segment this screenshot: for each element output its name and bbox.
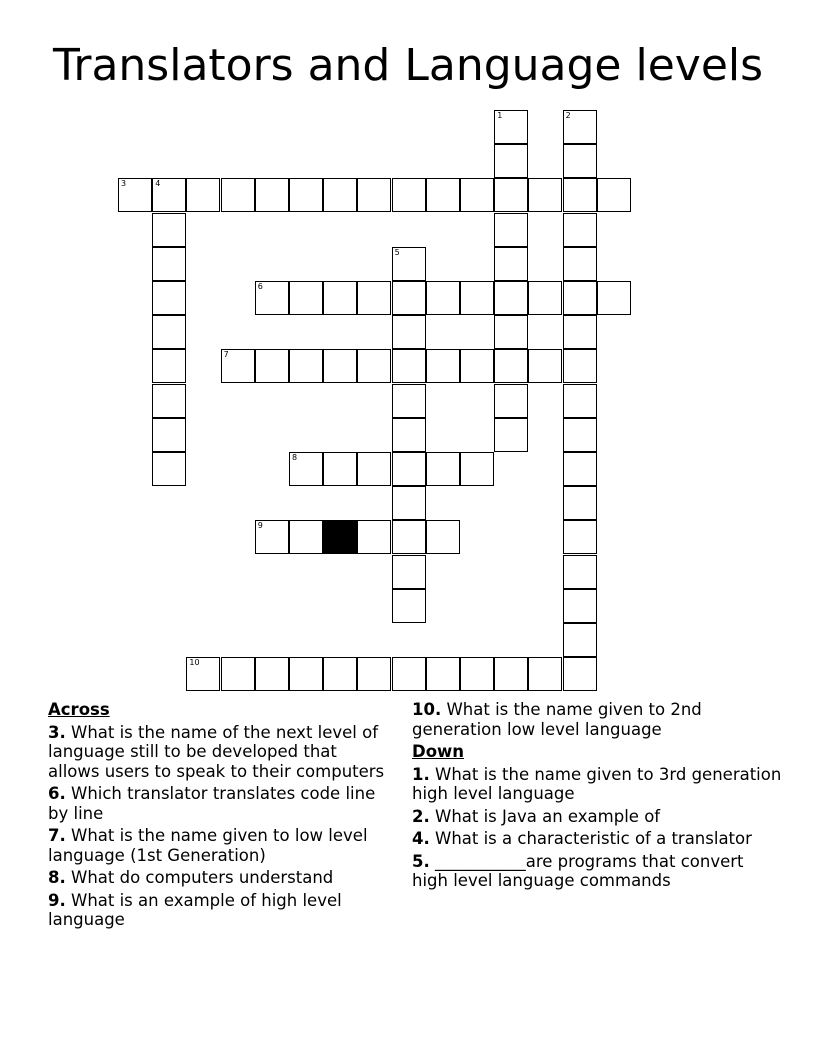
grid-cell[interactable] bbox=[152, 178, 186, 212]
grid-cell[interactable] bbox=[597, 178, 631, 212]
cell-number: 3 bbox=[121, 179, 127, 189]
grid-cell[interactable] bbox=[392, 520, 426, 554]
grid-cell[interactable] bbox=[528, 657, 562, 691]
grid-cell[interactable] bbox=[323, 281, 357, 315]
grid-cell[interactable] bbox=[221, 657, 255, 691]
clue-number: 2. bbox=[412, 806, 430, 826]
clue-across-10 bbox=[412, 700, 782, 739]
grid-cell[interactable] bbox=[494, 281, 528, 315]
grid-cell[interactable] bbox=[289, 178, 323, 212]
clue-text: What is an example of high level language bbox=[48, 890, 342, 929]
grid-cell[interactable] bbox=[392, 657, 426, 691]
grid-cell[interactable] bbox=[152, 384, 186, 418]
grid-cell[interactable] bbox=[392, 452, 426, 486]
grid-cell[interactable] bbox=[392, 178, 426, 212]
grid-cell[interactable] bbox=[460, 452, 494, 486]
grid-cell[interactable] bbox=[357, 178, 391, 212]
grid-cell[interactable] bbox=[289, 520, 323, 554]
grid-cell[interactable] bbox=[392, 555, 426, 589]
clue-text: What do computers understand bbox=[71, 868, 334, 887]
clue-number: 6. bbox=[48, 784, 66, 803]
clue-text: ___________are programs that convert high level language commands bbox=[412, 851, 744, 890]
grid-cell[interactable] bbox=[255, 657, 289, 691]
grid-cell[interactable] bbox=[392, 486, 426, 520]
cell-number: 10 bbox=[189, 658, 200, 668]
clue-number: 3. bbox=[48, 722, 66, 742]
grid-cell[interactable] bbox=[323, 178, 357, 212]
down-heading: Down bbox=[412, 742, 465, 761]
grid-cell[interactable] bbox=[426, 281, 460, 315]
cell-number: 5 bbox=[394, 247, 400, 257]
grid-cell[interactable] bbox=[255, 349, 289, 383]
grid-cell[interactable] bbox=[563, 486, 597, 520]
clues-right-column bbox=[412, 700, 782, 894]
grid-cell[interactable] bbox=[186, 657, 220, 691]
grid-cell[interactable] bbox=[494, 213, 528, 247]
clue-across-6 bbox=[48, 784, 393, 823]
grid-cell[interactable] bbox=[494, 144, 528, 178]
grid-cell[interactable] bbox=[426, 178, 460, 212]
grid-cell[interactable] bbox=[392, 418, 426, 452]
grid-cell[interactable] bbox=[152, 213, 186, 247]
grid-cell[interactable] bbox=[357, 657, 391, 691]
cell-number: 8 bbox=[292, 453, 298, 462]
grid-cell[interactable] bbox=[289, 349, 323, 383]
grid-cell[interactable] bbox=[494, 315, 528, 349]
grid-cell[interactable] bbox=[357, 349, 391, 383]
cell-number: 4 bbox=[155, 179, 161, 189]
grid-cell[interactable] bbox=[563, 418, 597, 452]
cell-number: 2 bbox=[565, 111, 571, 120]
grid-cell[interactable] bbox=[494, 384, 528, 418]
grid-cell[interactable] bbox=[289, 281, 323, 315]
clue-text: What is Java an example of bbox=[435, 806, 661, 826]
clue-down-4 bbox=[412, 829, 782, 849]
grid-cell[interactable] bbox=[563, 384, 597, 418]
grid-cell[interactable] bbox=[323, 657, 357, 691]
clue-text: Which translator translates code line by line bbox=[48, 784, 376, 823]
grid-cell[interactable] bbox=[426, 520, 460, 554]
grid-cell[interactable] bbox=[563, 110, 597, 144]
grid-cell[interactable] bbox=[392, 281, 426, 315]
grid-cell[interactable] bbox=[152, 315, 186, 349]
grid-cell[interactable] bbox=[357, 520, 391, 554]
grid-cell[interactable] bbox=[494, 349, 528, 383]
grid-cell[interactable] bbox=[563, 315, 597, 349]
clue-text: What is the name given to 2nd generation low level language bbox=[412, 700, 702, 739]
clue-number: 4. bbox=[412, 829, 430, 848]
across-heading: Across bbox=[48, 700, 110, 719]
clue-down-5 bbox=[412, 852, 782, 891]
clue-text: What is a characteristic of a translator bbox=[435, 829, 752, 848]
grid-cell[interactable] bbox=[392, 349, 426, 383]
grid-cell[interactable] bbox=[426, 452, 460, 486]
clue-number: 5. bbox=[412, 851, 430, 871]
grid-cell[interactable] bbox=[563, 657, 597, 691]
grid-cell[interactable] bbox=[289, 452, 323, 486]
grid-cell[interactable] bbox=[563, 452, 597, 486]
grid-cell[interactable] bbox=[152, 452, 186, 486]
grid-cell[interactable] bbox=[255, 520, 289, 554]
grid-cell[interactable] bbox=[563, 555, 597, 589]
grid-cell[interactable] bbox=[255, 178, 289, 212]
grid-cell[interactable] bbox=[186, 178, 220, 212]
grid-cell[interactable] bbox=[528, 178, 562, 212]
clue-number: 10. bbox=[412, 700, 442, 719]
grid-cell[interactable] bbox=[392, 384, 426, 418]
grid-cell[interactable] bbox=[152, 349, 186, 383]
grid-cell[interactable] bbox=[494, 178, 528, 212]
grid-cell[interactable] bbox=[494, 110, 528, 144]
grid-cell[interactable] bbox=[597, 281, 631, 315]
grid-cell[interactable] bbox=[494, 657, 528, 691]
grid-cell[interactable] bbox=[460, 178, 494, 212]
grid-cell[interactable] bbox=[563, 144, 597, 178]
grid-cell[interactable] bbox=[563, 589, 597, 623]
cell-number: 6 bbox=[257, 282, 263, 291]
grid-cell[interactable] bbox=[392, 315, 426, 349]
grid-cell[interactable] bbox=[221, 178, 255, 212]
grid-cell[interactable] bbox=[221, 349, 255, 383]
grid-cell[interactable] bbox=[426, 657, 460, 691]
grid-cell[interactable] bbox=[357, 452, 391, 486]
clue-number: 1. bbox=[412, 764, 430, 784]
grid-cell[interactable] bbox=[563, 213, 597, 247]
cell-number: 7 bbox=[223, 350, 229, 360]
clue-across-3 bbox=[48, 723, 393, 782]
grid-cell[interactable] bbox=[460, 657, 494, 691]
clue-across-8 bbox=[48, 868, 393, 888]
clue-number: 9. bbox=[48, 890, 66, 910]
page-title: Translators and Language levels bbox=[52, 40, 764, 91]
grid-cell[interactable] bbox=[528, 281, 562, 315]
grid-cell[interactable] bbox=[323, 452, 357, 486]
clues-left-column bbox=[48, 700, 393, 933]
grid-cell[interactable] bbox=[494, 247, 528, 281]
grid-cell[interactable] bbox=[563, 178, 597, 212]
grid-cell[interactable] bbox=[152, 418, 186, 452]
clue-across-7 bbox=[48, 826, 393, 865]
clue-number: 8. bbox=[48, 868, 66, 887]
grid-cell[interactable] bbox=[255, 281, 289, 315]
clue-text: What is the name of the next level of language still to be developed that allows users to speak to their computers bbox=[48, 722, 385, 781]
grid-cell[interactable] bbox=[118, 178, 152, 212]
grid-cell[interactable] bbox=[563, 281, 597, 315]
grid-cell[interactable] bbox=[494, 418, 528, 452]
grid-cell[interactable] bbox=[528, 349, 562, 383]
black-cell bbox=[323, 520, 357, 554]
grid-cell[interactable] bbox=[392, 247, 426, 281]
grid-cell[interactable] bbox=[563, 520, 597, 554]
grid-cell[interactable] bbox=[357, 281, 391, 315]
grid-cell[interactable] bbox=[392, 589, 426, 623]
grid-cell[interactable] bbox=[289, 657, 323, 691]
grid-cell[interactable] bbox=[563, 247, 597, 281]
clue-text: What is the name given to low level language (1st Generation) bbox=[48, 826, 368, 865]
clue-text: What is the name given to 3rd generation high level language bbox=[412, 764, 782, 803]
clue-across-9 bbox=[48, 891, 393, 930]
grid-cell[interactable] bbox=[323, 349, 357, 383]
cell-number: 1 bbox=[497, 111, 503, 120]
grid-cell[interactable] bbox=[563, 623, 597, 657]
grid-cell[interactable] bbox=[460, 281, 494, 315]
clue-number: 7. bbox=[48, 826, 66, 845]
grid-cell[interactable] bbox=[426, 349, 460, 383]
grid-cell[interactable] bbox=[152, 247, 186, 281]
clue-down-1 bbox=[412, 765, 782, 804]
cell-number: 9 bbox=[257, 521, 263, 531]
grid-cell[interactable] bbox=[563, 349, 597, 383]
grid-cell[interactable] bbox=[152, 281, 186, 315]
clue-down-2 bbox=[412, 807, 782, 827]
grid-cell[interactable] bbox=[460, 349, 494, 383]
